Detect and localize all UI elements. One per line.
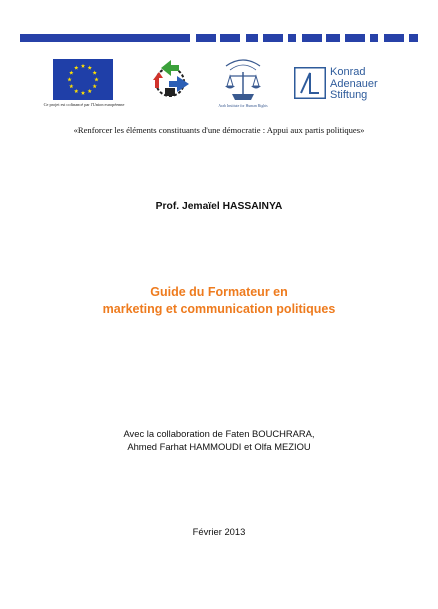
document-title: [0, 284, 438, 318]
kas-line-2: Adenauer: [330, 77, 378, 90]
title-line-1: Guide du Formateur en: [150, 285, 288, 299]
eu-flag-icon: [53, 59, 113, 100]
band-segment: [326, 34, 340, 42]
title-line-2: marketing et communication politiques: [102, 302, 336, 316]
author-name: Prof. Jemaïel HASSAINYA: [155, 201, 283, 212]
kas-logo-wordmark: [330, 67, 378, 102]
collaboration-credits: [0, 428, 438, 453]
eu-flag-logo: [53, 59, 113, 100]
band-segment: [345, 34, 365, 42]
arab-institute-caption: Arab Institute for Human Rights: [218, 104, 268, 108]
band-segment: [246, 34, 258, 42]
publication-date: Février 2013: [192, 526, 246, 537]
scales-of-justice-icon: [218, 56, 268, 104]
band-segment: [302, 34, 322, 42]
kas-line-1: Konrad: [330, 66, 366, 78]
collaboration-line-2: Ahmed Farhat HAMMOUDI et Olfa MEZIOU: [127, 440, 311, 452]
band-segment: [384, 34, 404, 42]
band-segment: [196, 34, 216, 42]
band-segment: [220, 34, 240, 42]
band-segment: [263, 34, 283, 42]
band-segment: [409, 34, 418, 42]
top-decorative-band: [20, 34, 418, 42]
project-tagline: «Renforcer les éléments constituants d'une démocratie : Appui aux partis politiques»: [73, 125, 365, 135]
kas-logo-mark: [294, 67, 326, 99]
band-solid-segment: [20, 34, 190, 42]
arab-institute-logo: [218, 56, 268, 104]
arrows-emblem-icon: [147, 58, 193, 104]
kas-logo-icon: [294, 67, 326, 99]
band-segment: [288, 34, 296, 42]
band-segment: [370, 34, 378, 42]
eu-logo-caption: Ce projet est cofinancé par l'Union européenne: [43, 102, 125, 107]
collaboration-line-1: Avec la collaboration de Faten BOUCHRARA,: [123, 428, 315, 439]
kas-line-3: Stiftung: [330, 89, 368, 101]
arrows-emblem-logo: [147, 58, 193, 104]
